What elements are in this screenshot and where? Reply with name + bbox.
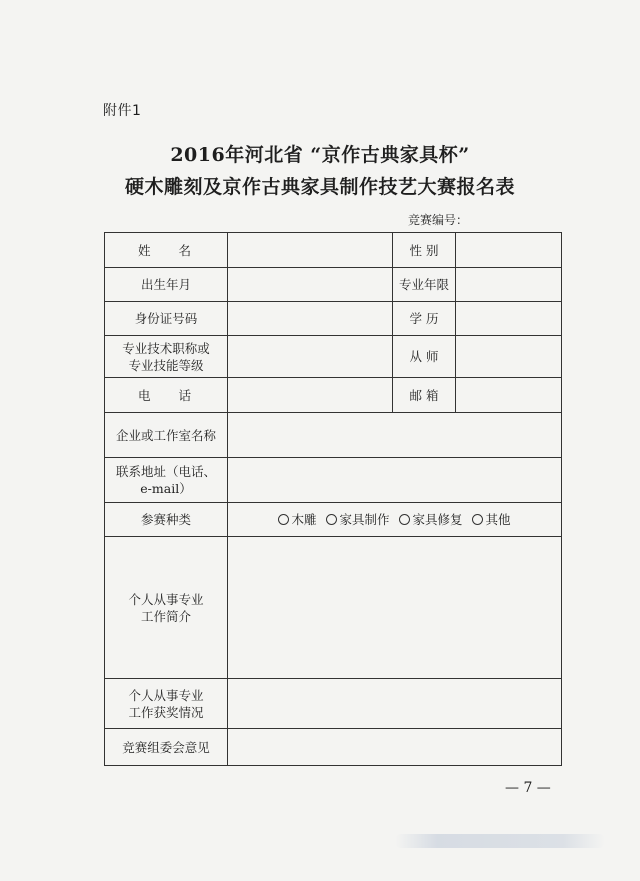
- awards-line2: 工作获奖情况: [128, 704, 204, 720]
- work-intro-label: [105, 537, 228, 679]
- work-intro-field[interactable]: [228, 537, 562, 679]
- name-field[interactable]: [228, 233, 393, 268]
- address-label: [105, 458, 228, 503]
- table-row: [105, 378, 562, 413]
- professional-title-field[interactable]: [228, 336, 393, 378]
- work-intro-line1: 个人从事专业: [128, 591, 204, 607]
- email-label: 邮 箱: [393, 378, 456, 413]
- address-label-line1: 联系地址（电话、: [115, 464, 216, 479]
- work-intro-line2: 工作简介: [140, 608, 191, 624]
- document-title-line1: 2016年河北省 “京作古典家具杯”: [170, 144, 470, 166]
- table-row: [105, 537, 562, 679]
- category-option-furniture-making[interactable]: 家具制作: [326, 512, 389, 527]
- phone-label: 电 话: [105, 378, 228, 413]
- document-title-line2: 硬木雕刻及京作古典家具制作技艺大赛报名表: [124, 176, 515, 198]
- watermark-graphic: [395, 834, 605, 848]
- table-row: [105, 302, 562, 336]
- company-field[interactable]: [228, 413, 562, 458]
- birth-label: 出生年月: [105, 268, 228, 302]
- radio-circle-icon: [326, 514, 337, 525]
- awards-field[interactable]: [228, 679, 562, 729]
- table-row: [105, 233, 562, 268]
- radio-circle-icon: [399, 514, 410, 525]
- address-label-line2: e-mail）: [140, 481, 192, 496]
- table-row: [105, 679, 562, 729]
- email-field[interactable]: [456, 378, 562, 413]
- awards-line1: 个人从事专业: [128, 687, 204, 703]
- radio-circle-icon: [472, 514, 483, 525]
- gender-label: 性 别: [393, 233, 456, 268]
- id-number-label: 身份证号码: [105, 302, 228, 336]
- table-row: [105, 413, 562, 458]
- table-row: [105, 336, 562, 378]
- mentor-label: 从 师: [393, 336, 456, 378]
- category-option-furniture-restoration[interactable]: 家具修复: [399, 512, 462, 527]
- id-number-field[interactable]: [228, 302, 393, 336]
- education-field[interactable]: [456, 302, 562, 336]
- years-field[interactable]: [456, 268, 562, 302]
- registration-form-table: [104, 232, 562, 766]
- name-label: 姓 名: [105, 233, 228, 268]
- committee-opinion-field[interactable]: [228, 729, 562, 766]
- table-row: [105, 729, 562, 766]
- category-label: 参赛种类: [105, 503, 228, 537]
- category-options: [228, 503, 562, 537]
- years-label: 专业年限: [393, 268, 456, 302]
- professional-title-line2: 专业技能等级: [128, 357, 204, 373]
- address-field[interactable]: [228, 458, 562, 503]
- education-label: 学 历: [393, 302, 456, 336]
- gender-field[interactable]: [456, 233, 562, 268]
- professional-title-line1: 专业技术职称或: [122, 340, 210, 356]
- category-option-woodcarving[interactable]: 木雕: [278, 512, 316, 527]
- competition-number-label: 竞赛编号：: [408, 213, 469, 227]
- table-row: [105, 503, 562, 537]
- birth-field[interactable]: [228, 268, 393, 302]
- professional-title-label: [105, 336, 228, 378]
- mentor-field[interactable]: [456, 336, 562, 378]
- page-number: — 7 —: [505, 780, 551, 796]
- awards-label: [105, 679, 228, 729]
- attachment-label: 附件1: [103, 103, 142, 119]
- table-row: [105, 458, 562, 503]
- committee-opinion-label: 竞赛组委会意见: [105, 729, 228, 766]
- table-row: [105, 268, 562, 302]
- phone-field[interactable]: [228, 378, 393, 413]
- radio-circle-icon: [278, 514, 289, 525]
- category-option-other[interactable]: 其他: [472, 512, 510, 527]
- company-label: 企业或工作室名称: [105, 413, 228, 458]
